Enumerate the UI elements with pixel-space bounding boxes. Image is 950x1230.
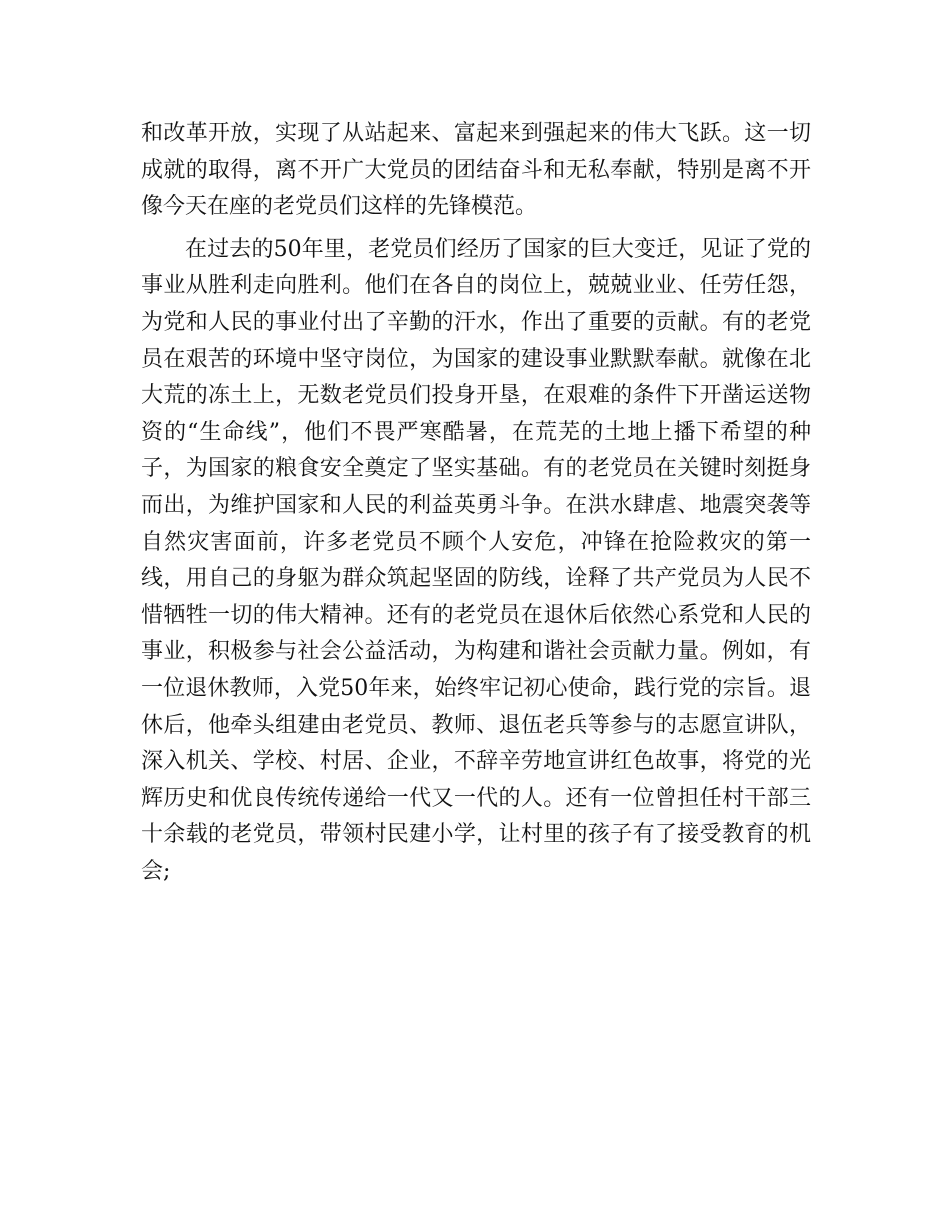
paragraph-continuation: 和改革开放，实现了从站起来、富起来到强起来的伟大飞跃。这一切成就的取得，离不开广大党员的团结奋斗和无私奉献，特别是离不开像今天在座的老党员们这样的先锋模范。	[141, 121, 811, 220]
document-body	[141, 116, 811, 890]
paragraph-veteran-members: 在过去的50年里，老党员们经历了国家的巨大变迁，见证了党的事业从胜利走向胜利。他们在各自的岗位上，兢兢业业、任劳任怨，为党和人民的事业付出了辛勤的汗水，作出了重要的贡献。有的老党员在艰苦的环境中坚守岗位，为国家的建设事业默默奉献。就像在北大荒的冻土上，无数老党员们投身开垦，在艰难的条件下开凿运送物资的“生命线”，他们不畏严寒酷暑，在荒芜的土地上播下希望的种子，为国家的粮食安全奠定了坚实基础。有的老党员在关键时刻挺身而出，为维护国家和人民的利益英勇斗争。在洪水肆虐、地震突袭等自然灾害面前，许多老党员不顾个人安危，冲锋在抢险救灾的第一线，用自己的身躯为群众筑起坚固的防线，诠释了共产党员为人民不惜牺牲一切的伟大精神。还有的老党员在退休后依然心系党和人民的事业，积极参与社会公益活动，为构建和谐社会贡献力量。例如，有一位退休教师，入党50年来，始终牢记初心使命，践行党的宗旨。退休后，他牵头组建由老党员、教师、退伍老兵等参与的志愿宣讲队，深入机关、学校、村居、企业，不辞辛劳地宣讲红色故事，将党的光辉历史和优良传统传递给一代又一代的人。还有一位曾担任村干部三十余载的老党员，带领村民建小学，让村里的孩子有了接受教育的机会;	[141, 236, 811, 884]
